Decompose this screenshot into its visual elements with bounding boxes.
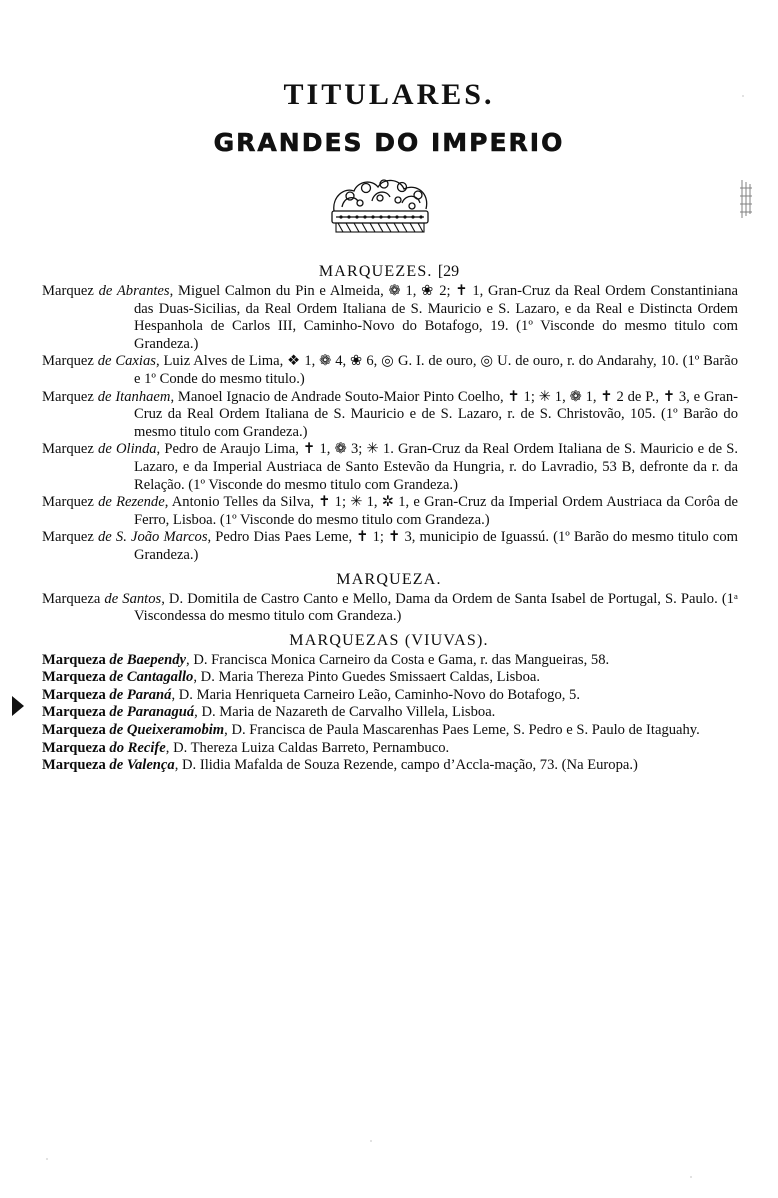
entry-title-word: Marquez bbox=[42, 283, 99, 299]
entry-title-word: Marqueza bbox=[42, 704, 110, 721]
scan-artifact-right bbox=[738, 178, 754, 220]
entry-item bbox=[42, 652, 738, 670]
sections-container bbox=[0, 263, 778, 775]
section-heading-marqueza bbox=[0, 571, 778, 589]
entry-title-word: Marqueza bbox=[42, 757, 110, 774]
entry-preposition: de bbox=[109, 669, 127, 686]
entry-name: S. João Marcos bbox=[115, 529, 208, 546]
entry-name: Paranaguá bbox=[126, 704, 195, 721]
entry-lead bbox=[42, 722, 224, 738]
entry-list-marqueza bbox=[42, 591, 738, 626]
entry-preposition: de bbox=[109, 757, 127, 774]
entry-item bbox=[42, 529, 738, 564]
entry-name: Santos bbox=[122, 590, 162, 607]
entry-name: Paraná bbox=[126, 686, 172, 703]
entry-body: , D. Ilidia Mafalda de Souza Rezende, campo d’Accla-mação, 73. (Na Europa.) bbox=[174, 757, 638, 774]
entry-item bbox=[42, 740, 738, 758]
entry-lead bbox=[42, 441, 157, 457]
entry-name: Valença bbox=[126, 757, 175, 774]
entry-item bbox=[42, 353, 738, 388]
entry-body: , Antonio Telles da Silva, ✝ 1; ✳ 1, ✲ 1, e Gran-Cruz da Imperial Ordem Austriaca da Corôa de Ferro, Lisboa. (1º Visconde do mesmo titulo com Grandeza.) bbox=[134, 494, 738, 528]
entry-item bbox=[42, 704, 738, 722]
entry-item bbox=[42, 389, 738, 442]
entry-preposition: de bbox=[109, 722, 127, 739]
entry-lead bbox=[42, 591, 161, 607]
entry-item bbox=[42, 669, 738, 687]
entry-lead bbox=[42, 529, 208, 545]
entry-body: , D. Domitila de Castro Canto e Mello, Dama da Ordem de Santa Isabel de Portugal, S. Paulo. (1ᵃ Viscondessa do mesmo titulo com Grandeza.) bbox=[134, 590, 738, 625]
entry-preposition: do bbox=[109, 739, 128, 756]
section-heading-text: MARQUEZAS (VIUVAS). bbox=[289, 631, 489, 649]
entry-lead bbox=[42, 283, 170, 299]
entry-list-marquezes bbox=[42, 283, 738, 565]
entry-name: Caxias bbox=[115, 353, 156, 370]
entry-name: Itanhaem bbox=[115, 388, 171, 405]
entry-title-word: Marquez bbox=[42, 441, 99, 458]
entry-lead bbox=[42, 757, 175, 773]
entry-body: , D. Francisca Monica Carneiro da Costa e Gama, r. das Mangueiras, 58. bbox=[186, 651, 610, 668]
entry-title-word: Marqueza bbox=[42, 739, 110, 756]
entry-item bbox=[42, 687, 738, 705]
entry-lead bbox=[42, 652, 186, 668]
entry-title-word: Marquez bbox=[42, 529, 98, 546]
entry-lead bbox=[42, 669, 193, 685]
entry-name: Queixeramobim bbox=[126, 722, 225, 739]
entry-body: , Pedro de Araujo Lima, ✝ 1, ❁ 3; ✳ 1. Gran-Cruz da Real Ordem Italiana de S. Mauricio e de S. Lazaro, e da Imperial Austriaca de Santo Estevão da Hungria, r. do Lavradio, 53 B, defronte da r. da Relação. (1º Visconde do mesmo titulo com Grandeza.) bbox=[134, 441, 738, 493]
entry-list-marquezas-viuvas bbox=[42, 652, 738, 775]
entry-item bbox=[42, 722, 738, 740]
entry-lead bbox=[42, 353, 156, 369]
entry-preposition: de bbox=[109, 686, 127, 703]
entry-body: , Pedro Dias Paes Leme, ✝ 1; ✝ 3, municipio de Iguassú. (1º Barão do mesmo titulo com Grandeza.) bbox=[134, 529, 738, 563]
entry-lead bbox=[42, 704, 194, 720]
page-subtitle: GRANDES DO IMPERIO bbox=[213, 128, 565, 157]
entry-title-word: Marqueza bbox=[42, 686, 110, 703]
entry-item bbox=[42, 757, 738, 775]
entry-item bbox=[42, 494, 738, 529]
entry-name: Baependy bbox=[126, 651, 187, 668]
crown-ornament-wrap bbox=[0, 171, 778, 249]
entry-body: , Miguel Calmon du Pin e Almeida, ❁ 1, ❀ 2; ✝ 1, Gran-Cruz da Real Ordem Constantiniana das Duas-Sicilias, da Real Ordem Italiana de S. Mauricio e S. Lazaro, e da Real e Distincta Ordem Hespanhola de Carlos III, Caminho-Novo do Botafogo, 19. (1º Visconde do mesmo titulo com Grandeza.) bbox=[134, 283, 738, 352]
entry-body: , D. Thereza Luiza Caldas Barreto, Pernambuco. bbox=[165, 739, 450, 756]
entry-title-word: Marqueza bbox=[42, 669, 110, 686]
entry-body: , Luiz Alves de Lima, ❖ 1, ❁ 4, ❀ 6, ◎ G. I. de ouro, ◎ U. de ouro, r. do Andarahy, 10. (1º Barão e 1º Conde do mesmo titulo.) bbox=[134, 353, 738, 387]
section-heading-text: MARQUEZES. bbox=[318, 263, 433, 280]
section-heading-marquezes bbox=[0, 263, 778, 281]
entry-body: , D. Francisca de Paula Mascarenhas Paes Leme, S. Pedro e S. Paulo de Itaguahy. bbox=[224, 722, 700, 739]
entry-title-word: Marquez bbox=[42, 388, 98, 405]
imperial-crown-icon bbox=[314, 171, 464, 254]
entry-preposition: de bbox=[98, 529, 116, 546]
entry-name: Recife bbox=[127, 739, 166, 756]
entry-preposition: de bbox=[98, 494, 117, 511]
entry-preposition: de bbox=[109, 704, 127, 721]
entry-name: Abrantes bbox=[116, 283, 170, 299]
entry-title-word: Marqueza bbox=[42, 651, 110, 668]
section-heading-text: MARQUEZA. bbox=[336, 570, 442, 588]
entry-preposition: de bbox=[98, 283, 117, 299]
entry-name: Cantagallo bbox=[126, 669, 194, 686]
scan-artifact-left bbox=[10, 694, 26, 724]
entry-title-word: Marquez bbox=[42, 494, 99, 511]
entry-item bbox=[42, 283, 738, 353]
entry-body: , D. Maria Thereza Pinto Guedes Smissaert Caldas, Lisboa. bbox=[193, 669, 541, 686]
entry-name: Olinda bbox=[116, 441, 157, 458]
entry-preposition: de bbox=[97, 388, 116, 405]
section-heading-marquezas-viuvas bbox=[0, 632, 778, 650]
entry-preposition: de bbox=[104, 590, 123, 607]
entry-preposition: de bbox=[97, 353, 116, 370]
entry-preposition: de bbox=[109, 651, 127, 668]
entry-lead bbox=[42, 494, 165, 510]
entry-item bbox=[42, 591, 738, 626]
entry-lead bbox=[42, 389, 170, 405]
entry-title-word: Marqueza bbox=[42, 590, 105, 607]
entry-title-word: Marquez bbox=[42, 353, 98, 370]
entry-body: , D. Maria de Nazareth de Carvalho Villela, Lisboa. bbox=[194, 704, 496, 721]
entry-name: Rezende bbox=[116, 494, 165, 511]
entry-title-word: Marqueza bbox=[42, 722, 110, 739]
entry-lead bbox=[42, 687, 171, 703]
page-title: TITULARES. bbox=[283, 78, 495, 111]
page-reference: [29 bbox=[437, 263, 460, 280]
entry-lead bbox=[42, 740, 166, 756]
entry-body: , Manoel Ignacio de Andrade Souto-Maior Pinto Coelho, ✝ 1; ✳ 1, ❁ 1, ✝ 2 de P., ✝ 3, e Gran-Cruz da Real Ordem Italiana de S. Mauricio e de S. Lazaro, r. de S. Christovão, 105. (1º Barão do mesmo titulo com Grandeza.) bbox=[134, 388, 738, 440]
entry-preposition: de bbox=[98, 441, 116, 458]
entry-body: , D. Maria Henriqueta Carneiro Leão, Caminho-Novo do Botafogo, 5. bbox=[171, 686, 580, 703]
entry-item bbox=[42, 441, 738, 494]
